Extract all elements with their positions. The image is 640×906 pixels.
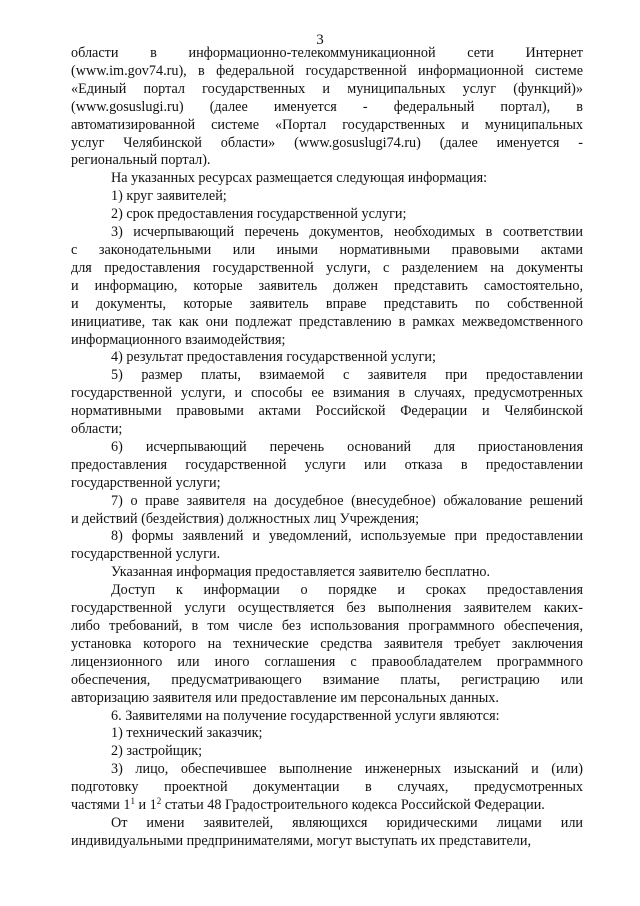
text-line: 1) круг заявителей;	[111, 188, 227, 205]
text-line: установка которого на технические средства заявителя требует заключения	[71, 635, 583, 652]
text-line: Указанная информация предоставляется заявителю бесплатно.	[111, 564, 491, 581]
text-line: региональный портал).	[71, 152, 211, 169]
text-line: предоставления государственной услуги или отказа в предоставлении	[71, 456, 583, 473]
text-line: государственной услуги, и способы ее взимания в случаях, предусмотренных	[71, 385, 583, 402]
text-line: области;	[71, 421, 123, 438]
text-line: обеспечения, предусматривающего взимание платы, регистрацию или	[71, 671, 583, 688]
text-line: 1) технический заказчик;	[111, 725, 263, 742]
text-line: 3) лицо, обеспечившее выполнение инженерных изысканий и (или)	[111, 761, 583, 778]
superscript: 2	[156, 796, 162, 807]
text-line: и информацию, которые заявитель должен представить самостоятельно,	[71, 277, 583, 294]
page-number: 3	[316, 32, 324, 48]
text-run: и 1	[134, 797, 157, 814]
text-line: 2) срок предоставления государственной услуги;	[111, 206, 407, 223]
text-line: услуг Челябинской области» (www.gosuslugi74.ru) (далее именуется -	[71, 134, 583, 151]
text-line: с законодательными или иными нормативными правовыми актами	[71, 241, 583, 258]
text-line: 6. Заявителями на получение государственной услуги являются:	[111, 707, 500, 724]
text-line: 4) результат предоставления государственной услуги;	[111, 349, 436, 366]
text-line: подготовку проектной документации в случаях, предусмотренных	[71, 779, 583, 796]
text-line: и действий (бездействия) должностных лиц Учреждения;	[71, 510, 420, 527]
text-line: области в информационно-телекоммуникационной сети Интернет	[71, 45, 583, 61]
text-line: На указанных ресурсах размещается следующая информация:	[111, 170, 488, 187]
text-line: «Единый портал государственных и муниципальных услуг (функций)»	[71, 80, 583, 97]
text-line: автоматизированной системе «Портал государственных и муниципальных	[71, 116, 583, 133]
text-line: инициативе, так как они подлежат представлению в рамках межведомственного	[71, 313, 583, 330]
text-line: 7) о праве заявителя на досудебное (внесудебное) обжалование решений	[111, 492, 583, 509]
text-line: 8) формы заявлений и уведомлений, используемые при предоставлении	[111, 528, 583, 545]
text-line: для предоставления государственной услуги, с разделением на документы	[71, 259, 583, 276]
text-line: государственной услуги;	[71, 474, 221, 491]
text-line: 3) исчерпывающий перечень документов, необходимых в соответствии	[111, 224, 583, 241]
text-line: 5) размер платы, взимаемой с заявителя при предоставлении	[111, 367, 583, 384]
text-line: государственной услуги осуществляется без выполнения заявителем каких-	[71, 600, 583, 617]
text-line: От имени заявителей, являющихся юридическими лицами или	[111, 814, 583, 831]
text-line: индивидуальными предпринимателями, могут выступать их представители,	[71, 832, 532, 849]
text-run: частями 1	[71, 797, 131, 814]
text-line: нормативными правовыми актами Российской Федерации и Челябинской	[71, 403, 583, 420]
text-line: лицензионного или иного соглашения с правообладателем программного	[71, 653, 583, 670]
text-line: авторизацию заявителя или предоставление им персональных данных.	[71, 689, 499, 706]
document-body	[71, 45, 583, 851]
superscript: 1	[130, 796, 135, 807]
text-line: государственной услуги.	[71, 546, 221, 563]
text-line: и документы, которые заявитель вправе представить по собственной	[71, 295, 583, 312]
text-line: информационного взаимодействия;	[71, 331, 286, 348]
text-line: 6) исчерпывающий перечень оснований для приостановления	[111, 438, 583, 455]
text-run: статьи 48 Градостроительного кодекса Российской Федерации.	[161, 797, 545, 814]
text-line: Доступ к информации о порядке и сроках предоставления	[111, 582, 583, 599]
text-line: 2) застройщик;	[111, 743, 203, 760]
text-line	[71, 797, 583, 815]
text-line: либо требований, в том числе без использования программного обеспечения,	[71, 618, 583, 634]
text-line: (www.gosuslugi.ru) (далее именуется - федеральный портал), в	[71, 98, 583, 115]
text-line: (www.im.gov74.ru), в федеральной государственной информационной системе	[71, 62, 583, 79]
